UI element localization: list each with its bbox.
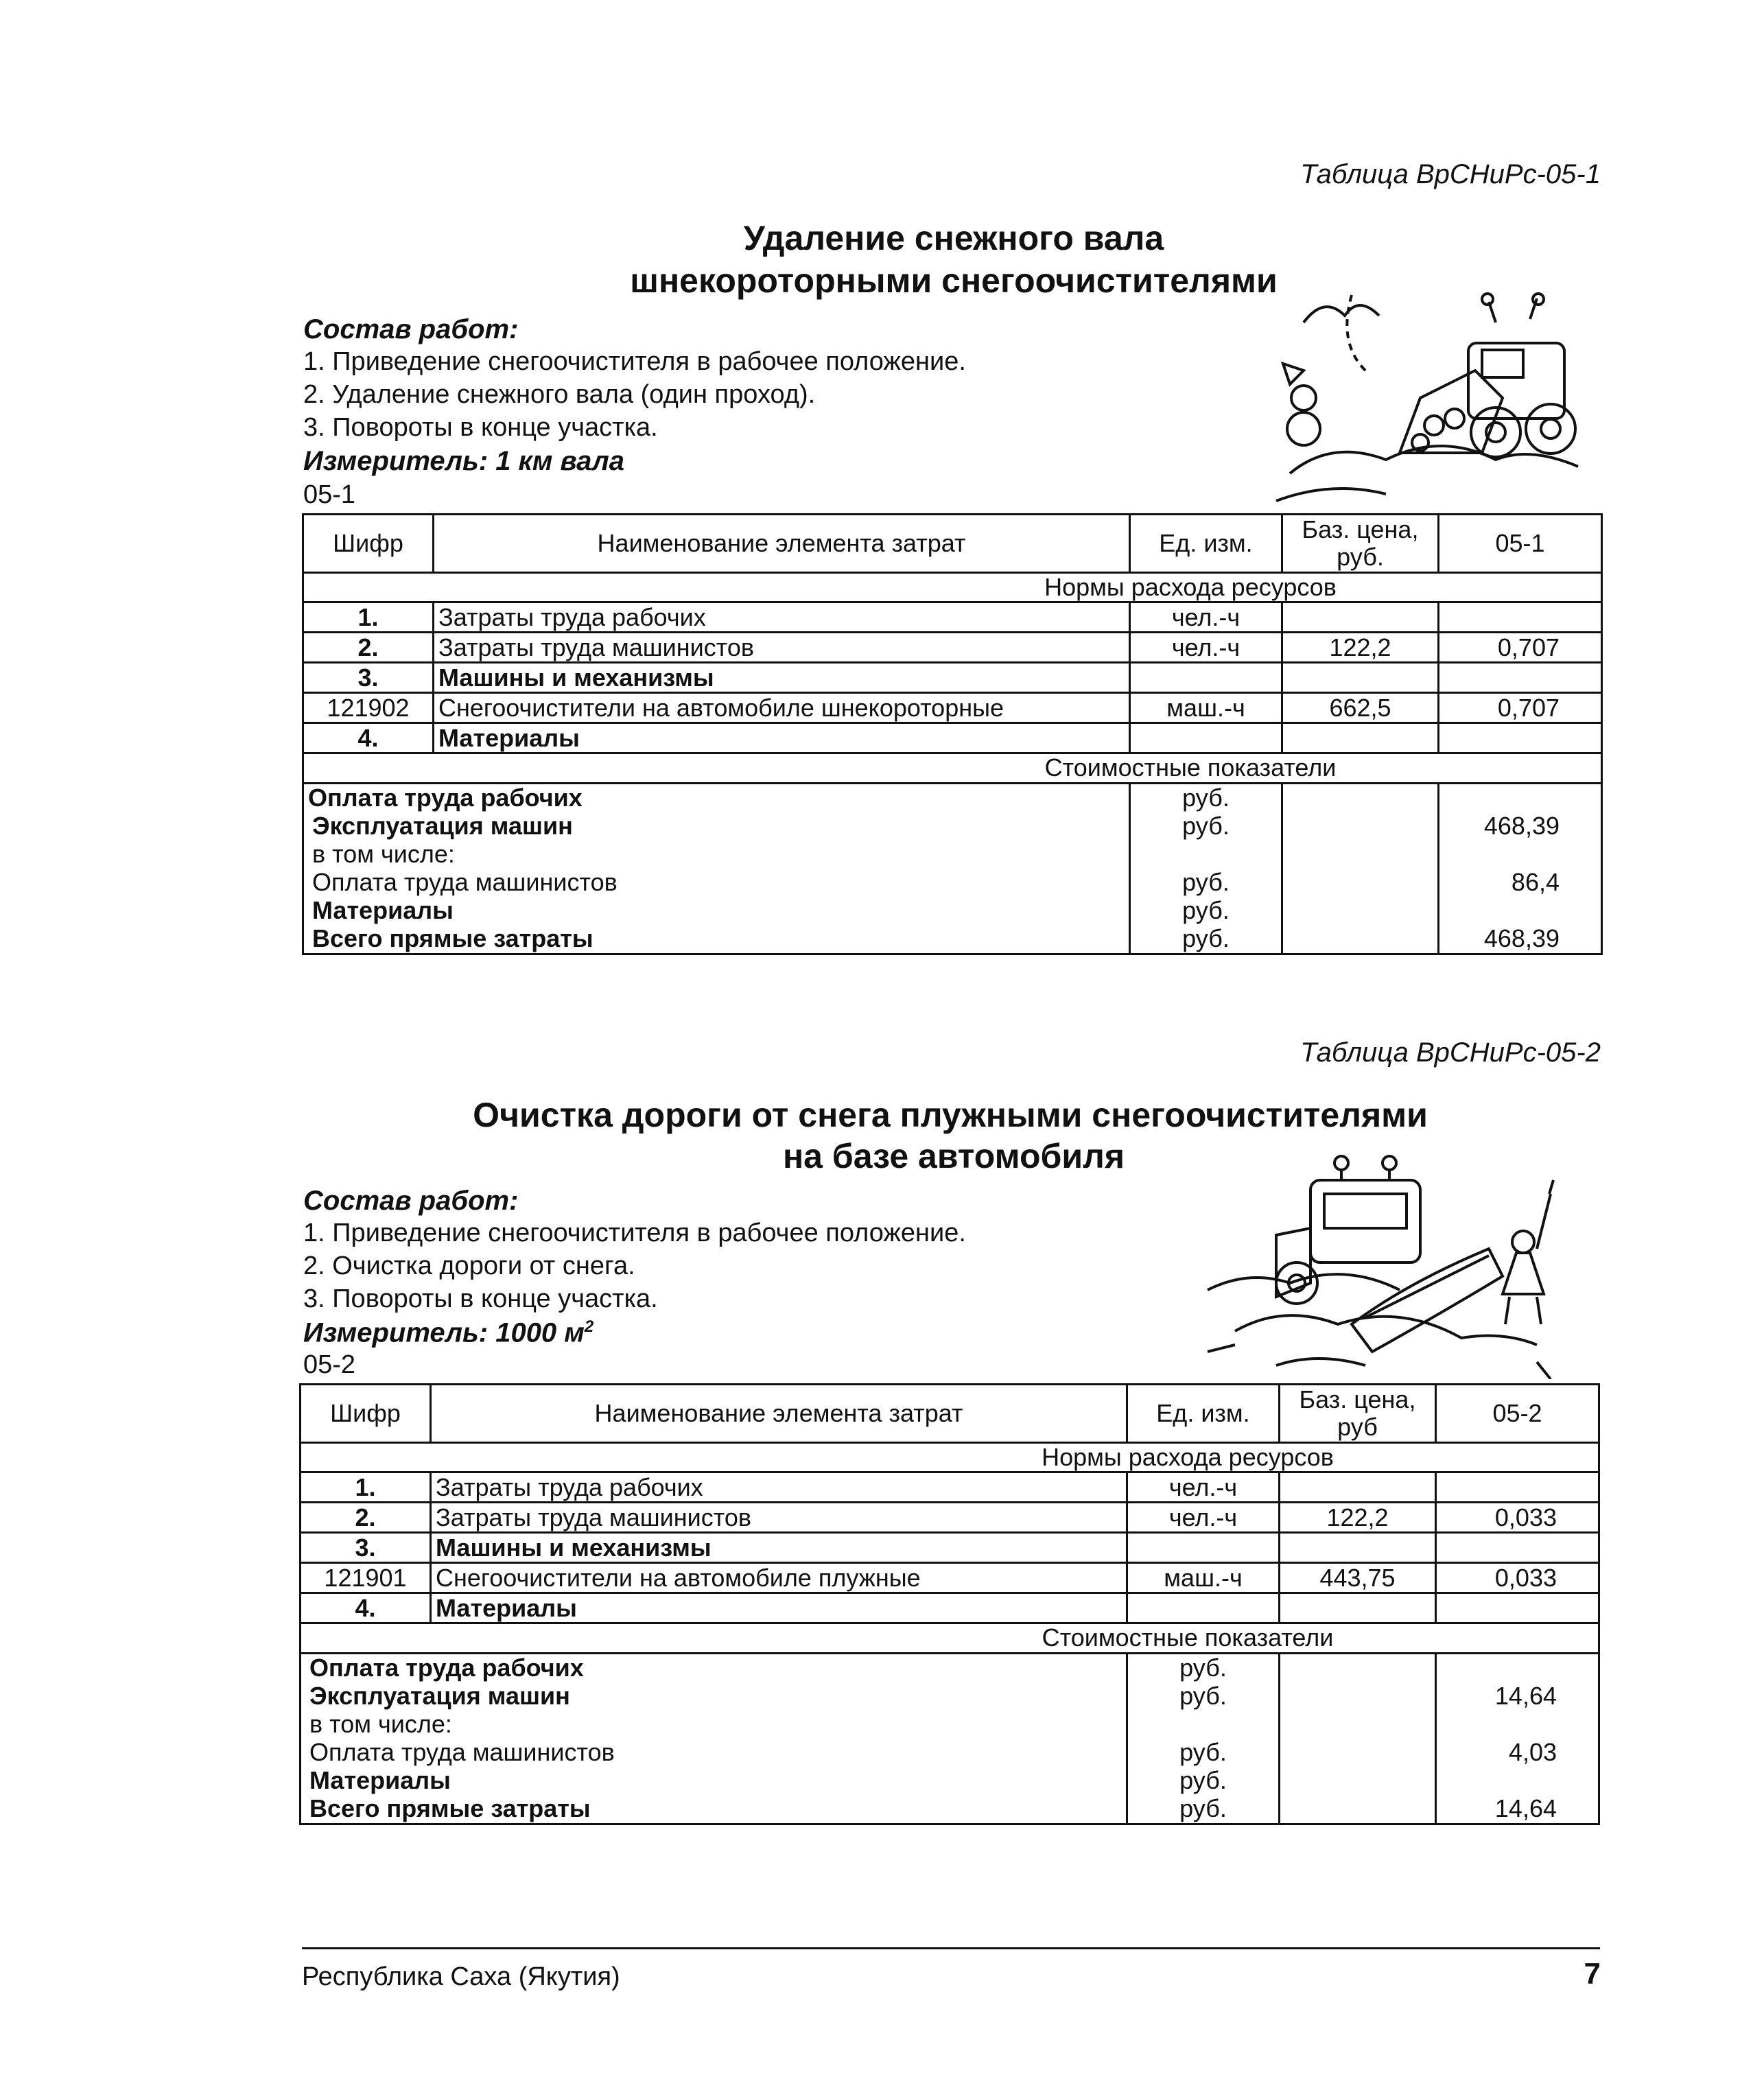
cost-row-unit: руб.	[1127, 1653, 1280, 1682]
cost-row-value	[1436, 1767, 1599, 1795]
title-2-line1: Очистка дороги от снега плужными снегоочистителями	[473, 1096, 1428, 1134]
cost-row-unit: руб.	[1127, 1795, 1280, 1824]
work-item-2-3: 3. Повороты в конце участка.	[303, 1284, 658, 1313]
header-base-price: Баз. цена, руб.	[1282, 515, 1439, 573]
row-cipher: 121902	[303, 693, 434, 723]
row-price: 122,2	[1282, 633, 1439, 663]
row-value: 0,707	[1439, 693, 1602, 723]
cost-label: Стоимостные показатели	[303, 753, 1602, 783]
row-unit	[1127, 1533, 1280, 1563]
norms-label: Нормы расхода ресурсов	[301, 1443, 1599, 1472]
code-1: 05-1	[303, 480, 356, 509]
cost-row-value: 14,64	[1436, 1795, 1599, 1824]
footer-region: Республика Саха (Якутия)	[302, 1962, 620, 1991]
meter-label-2: Измеритель: 1000 $м^2$	[303, 1317, 594, 1348]
row-name: Затраты труда машинистов	[431, 1503, 1127, 1533]
table-ref-2: Таблица ВрСНиРс-05-2	[1300, 1037, 1601, 1068]
row-price	[1280, 1533, 1436, 1563]
work-item-2-2: 2. Очистка дороги от снега.	[303, 1252, 635, 1280]
cost-label: Стоимостные показатели	[301, 1623, 1599, 1653]
row-price: 122,2	[1280, 1503, 1436, 1533]
cost-row-label: Материалы	[303, 897, 1130, 925]
row-cipher: 1.	[303, 602, 434, 633]
work-item-2-1: 1. Приведение снегоочистителя в рабочее положение.	[303, 1219, 966, 1247]
header-unit: Ед. изм.	[1127, 1385, 1280, 1443]
title-1-line1: Удаление снежного вала	[743, 219, 1164, 257]
row-price	[1282, 723, 1439, 753]
footer-divider	[302, 1947, 1600, 1949]
plow-truck-illustration	[1194, 1153, 1578, 1379]
cost-row-label: Эксплуатация машин	[303, 812, 1130, 841]
row-unit	[1127, 1593, 1280, 1623]
row-unit: чел.-ч	[1130, 602, 1282, 633]
sostav-label-1: Состав работ:	[303, 314, 519, 344]
row-cipher: 121901	[301, 1563, 431, 1593]
cost-row-value: 86,4	[1439, 869, 1602, 897]
row-unit	[1130, 663, 1282, 693]
cost-row-value	[1439, 841, 1602, 869]
title-2-line2: на базе автомобиля	[782, 1137, 1125, 1175]
header-base-price: Баз. цена, руб	[1280, 1385, 1436, 1443]
cost-row-unit: руб.	[1127, 1739, 1280, 1767]
header-col-code: 05-1	[1439, 515, 1602, 573]
row-value	[1436, 1472, 1599, 1503]
row-cipher: 4.	[301, 1593, 431, 1623]
cost-row-label: Оплата труда рабочих	[301, 1653, 1127, 1682]
row-cipher: 3.	[303, 663, 434, 693]
cost-row-label: Оплата труда рабочих	[303, 783, 1130, 812]
row-value	[1439, 723, 1602, 753]
cost-row-value: 468,39	[1439, 925, 1602, 954]
cost-row-unit: руб.	[1127, 1682, 1280, 1711]
row-unit	[1130, 723, 1282, 753]
row-name: Материалы	[434, 723, 1130, 753]
row-name: Затраты труда рабочих	[434, 602, 1130, 633]
cost-row-label: Всего прямые затраты	[303, 925, 1130, 954]
row-name: Снегоочистители на автомобиле плужные	[431, 1563, 1127, 1593]
row-price: 443,75	[1280, 1563, 1436, 1593]
row-value	[1436, 1533, 1599, 1563]
work-item-1-2: 2. Удаление снежного вала (один проход).	[303, 380, 816, 409]
cost-row-label: Материалы	[301, 1767, 1127, 1795]
header-cipher: Шифр	[301, 1385, 431, 1443]
row-price	[1282, 663, 1439, 693]
page-number: 7	[1584, 1957, 1601, 1990]
row-name: Материалы	[431, 1593, 1127, 1623]
cost-row-unit: руб.	[1130, 925, 1282, 954]
row-value: 0,707	[1439, 633, 1602, 663]
cost-row-unit: руб.	[1130, 783, 1282, 812]
row-cipher: 4.	[303, 723, 434, 753]
row-unit: чел.-ч	[1127, 1472, 1280, 1503]
row-name: Машины и механизмы	[431, 1533, 1127, 1563]
row-name: Снегоочистители на автомобиле шнекороторные	[434, 693, 1130, 723]
row-price	[1280, 1593, 1436, 1623]
row-value	[1439, 663, 1602, 693]
cost-row-unit	[1130, 841, 1282, 869]
cost-row-value: 14,64	[1436, 1682, 1599, 1711]
meter-label-1: Измеритель: 1 км вала	[303, 446, 625, 476]
cost-row-label: Эксплуатация машин	[301, 1682, 1127, 1711]
sostav-label-2: Состав работ:	[303, 1186, 519, 1216]
work-item-1-3: 3. Повороты в конце участка.	[303, 413, 658, 442]
row-cipher: 3.	[301, 1533, 431, 1563]
row-name: Затраты труда машинистов	[434, 633, 1130, 663]
norms-label: Нормы расхода ресурсов	[303, 573, 1602, 602]
row-unit: маш.-ч	[1127, 1563, 1280, 1593]
row-name: Машины и механизмы	[434, 663, 1130, 693]
row-value	[1436, 1593, 1599, 1623]
cost-row-value	[1436, 1653, 1599, 1682]
cost-row-unit	[1127, 1711, 1280, 1739]
cost-row-value	[1439, 783, 1602, 812]
row-unit: чел.-ч	[1127, 1503, 1280, 1533]
row-unit: маш.-ч	[1130, 693, 1282, 723]
row-price: 662,5	[1282, 693, 1439, 723]
cost-row-unit: руб.	[1127, 1767, 1280, 1795]
row-unit: чел.-ч	[1130, 633, 1282, 663]
row-name: Затраты труда рабочих	[431, 1472, 1127, 1503]
cost-row-label: Оплата труда машинистов	[303, 869, 1130, 897]
table-ref-1: Таблица ВрСНиРс-05-1	[1300, 159, 1601, 189]
header-name: Наименование элемента затрат	[434, 515, 1130, 573]
norm-table-2	[299, 1383, 1600, 1825]
header-cipher: Шифр	[303, 515, 434, 573]
code-2: 05-2	[303, 1350, 356, 1379]
cost-row-label: Всего прямые затраты	[301, 1795, 1127, 1824]
row-price	[1282, 602, 1439, 633]
row-cipher: 1.	[301, 1472, 431, 1503]
cost-row-unit: руб.	[1130, 897, 1282, 925]
cost-row-label: в том числе:	[303, 841, 1130, 869]
rotary-snowblower-illustration	[1262, 281, 1592, 508]
row-value: 0,033	[1436, 1503, 1599, 1533]
header-unit: Ед. изм.	[1130, 515, 1282, 573]
cost-row-value: 4,03	[1436, 1739, 1599, 1767]
cost-row-unit: руб.	[1130, 812, 1282, 841]
title-1-line2: шнекороторными снегоочистителями	[630, 261, 1278, 300]
row-value	[1439, 602, 1602, 633]
row-cipher: 2.	[303, 633, 434, 663]
header-name: Наименование элемента затрат	[431, 1385, 1127, 1443]
cost-row-label: в том числе:	[301, 1711, 1127, 1739]
cost-row-value	[1436, 1711, 1599, 1739]
header-col-code: 05-2	[1436, 1385, 1599, 1443]
row-cipher: 2.	[301, 1503, 431, 1533]
row-price	[1280, 1472, 1436, 1503]
cost-row-value	[1439, 897, 1602, 925]
cost-row-value: 468,39	[1439, 812, 1602, 841]
norm-table-1	[302, 513, 1603, 955]
cost-row-label: Оплата труда машинистов	[301, 1739, 1127, 1767]
cost-row-unit: руб.	[1130, 869, 1282, 897]
work-item-1-1: 1. Приведение снегоочистителя в рабочее положение.	[303, 347, 966, 376]
row-value: 0,033	[1436, 1563, 1599, 1593]
